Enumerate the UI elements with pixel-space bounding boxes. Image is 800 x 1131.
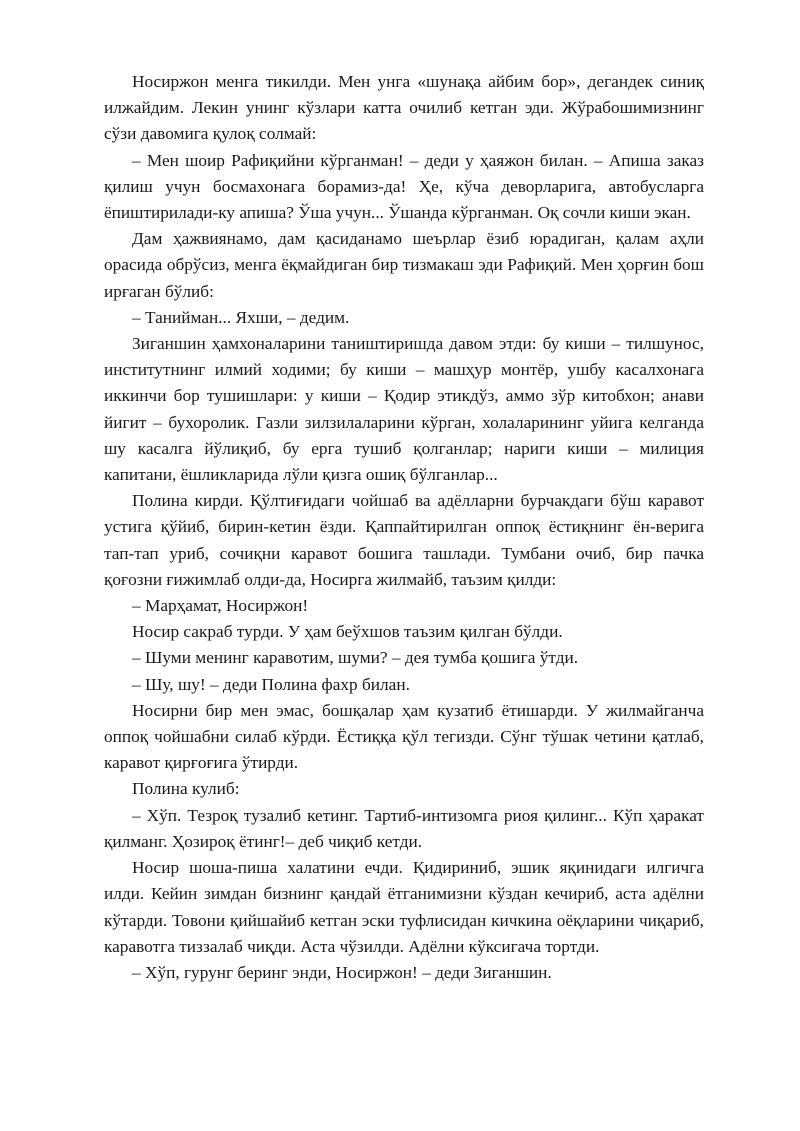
paragraph: – Шуми менинг каравотим, шуми? – дея тумба қошига ўтди.: [132, 648, 579, 668]
paragraph: – Марҳамат, Носиржон!: [132, 596, 309, 616]
paragraph: – Хўп. Тезроқ тузалиб кетинг. Тартиб-интизомга риоя қилинг... Кўп ҳаракат қилманг. Ҳозироқ ётинг!– деб чиқиб кетди.: [104, 805, 704, 851]
paragraph: – Шу, шу! – деди Полина фахр билан.: [132, 674, 410, 694]
paragraph: Полина кирди. Қўлтиғидаги чойшаб ва адёлларни бурчакдаги бўш каравот устига қўйиб, бирин-кетин ёзди. Қаппайтирилган оппоқ ёстиқнинг ён-верига тап-тап уриб, сочиқни каравот бошига ташлади. Тумбани очиб, бир пачка қоғозни ғижимлаб олди-да, Носирга жилмайб, таъзим қилди:: [104, 491, 704, 589]
paragraph: Носир сакраб турди. У ҳам беўхшов таъзим қилган бўлди.: [132, 622, 563, 642]
paragraph: – Танийман... Яхши, – дедим.: [132, 307, 350, 327]
document-text-body: [104, 69, 704, 986]
paragraph: – Хўп, гурунг беринг энди, Носиржон! – деди Зиганшин.: [132, 962, 552, 982]
paragraph: Полина кулиб:: [132, 779, 240, 799]
paragraph: Носирни бир мен эмас, бошқалар ҳам кузатиб ётишарди. У жилмайганча оппоқ чойшабни силаб кўрди. Ёстиққа қўл тегизди. Сўнг тўшак четини қатлаб, каравот қирғоғига ўтирди.: [104, 700, 704, 773]
paragraph: – Мен шоир Рафиқийни кўрганман! – деди у ҳаяжон билан. – Апиша заказ қилиш учун босмахонага борамиз-да! Ҳе, кўча деворларига, автобусларга ёпиштирилади-ку апиша? Ўша учун... Ўшанда кўрганман. Оқ сочли киши экан.: [104, 150, 704, 223]
paragraph: Зиганшин ҳамхоналарини таништиришда давом этди: бу киши – тилшунос, институтнинг илмий ходими; бу киши – машҳур монтёр, ушбу касалхонага иккинчи бор тушишлари: у киши – Қодир этикдўз, аммо зўр китобхон; анави йигит – бухоролик. Газли зилзилаларини кўрган, холаларининг уйига келганда шу касалга йўлиқиб, бу ерга тушиб қолганлар; нариги киши – милиция капитани, ёшликларида лўли қизга ошиқ бўлганлар...: [104, 334, 704, 485]
paragraph: Носир шоша-пиша халатини ечди. Қидириниб, эшик яқинидаги илгичга илди. Кейин зимдан бизнинг қандай ётганимизни кўздан кечириб, аста адёлни кўтарди. Товони қийшайиб кетган эски туфлисидан кичкина оёқларини чиқариб, каравотга тиззалаб чиқди. Аста чўзилди. Адёлни кўксигача тортди.: [104, 858, 704, 956]
paragraph: Дам ҳажвиянамо, дам қасиданамо шеърлар ёзиб юрадиган, қалам аҳли орасида обрўсиз, менга ёқмайдиган бир тизмакаш эди Рафиқий. Мен ҳорғин бош ирғаган бўлиб:: [104, 229, 704, 301]
paragraph: Носиржон менга тикилди. Мен унга «шунақа айбим бор», дегандек синиқ илжайдим. Лекин унинг кўзлари катта очилиб кетган эди. Жўрабошимизнинг сўзи давомига қулоқ солмай:: [104, 72, 704, 144]
